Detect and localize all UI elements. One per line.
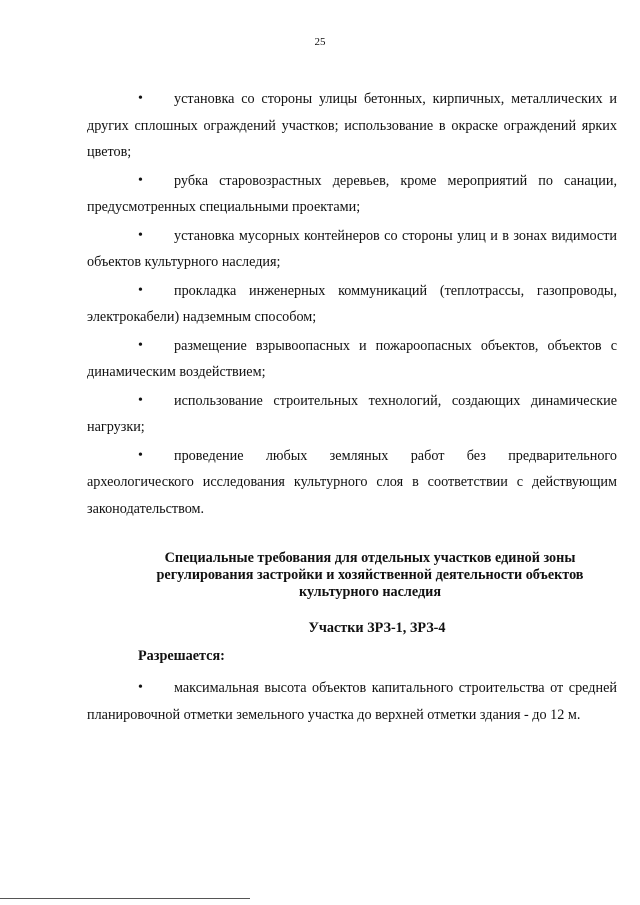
list-item-text: проведение любых земляных работ без предварительного археологического исследования культурного слоя в соответствии с действующим законодательством. — [87, 447, 617, 517]
allowed-label: Разрешается: — [138, 648, 225, 664]
list-item — [87, 223, 617, 276]
bullet-icon: • — [138, 282, 143, 298]
prohibited-list — [87, 86, 617, 522]
document-body — [87, 86, 617, 730]
section-title: Специальные требования для отдельных участков единой зоны регулирования застройки и хозяйственной деятельности объектов культурного наследия — [156, 550, 584, 600]
list-item-text: установка со стороны улицы бетонных, кирпичных, металлических и других сплошных ограждений участков; использование в окраске ограждений ярких цветов; — [87, 91, 617, 160]
bullet-icon: • — [138, 227, 143, 243]
footer-rule — [0, 898, 250, 899]
list-item — [87, 388, 617, 441]
bullet-icon: • — [138, 392, 143, 408]
list-item — [87, 86, 617, 166]
list-item — [87, 675, 617, 728]
allowed-list — [87, 675, 617, 728]
bullet-icon: • — [138, 91, 143, 106]
subsection-title: Участки ЗРЗ-1, ЗРЗ-4 — [308, 620, 446, 636]
list-item-text: установка мусорных контейнеров со стороны улиц и в зонах видимости объектов культурного наследия; — [87, 227, 617, 270]
page-number: 25 — [314, 36, 326, 48]
list-item — [87, 278, 617, 331]
bullet-icon: • — [138, 680, 143, 695]
list-item — [87, 333, 617, 386]
list-item-text: размещение взрывоопасных и пожароопасных объектов, объектов с динамическим воздействием; — [87, 337, 617, 380]
list-item — [87, 443, 617, 523]
list-item — [87, 168, 617, 221]
list-item-text: максимальная высота объектов капитального строительства от средней планировочной отметки земельного участка до верхней отметки здания - до 12 м. — [87, 680, 617, 723]
list-item-text: прокладка инженерных коммуникаций (теплотрассы, газопроводы, электрокабели) надземным способом; — [87, 282, 617, 325]
list-item-text: рубка старовозрастных деревьев, кроме мероприятий по санации, предусмотренных специальными проектами; — [87, 172, 617, 215]
bullet-icon: • — [138, 172, 143, 188]
bullet-icon: • — [138, 447, 143, 463]
list-item-text: использование строительных технологий, создающих динамические нагрузки; — [87, 392, 617, 435]
bullet-icon: • — [138, 337, 143, 353]
